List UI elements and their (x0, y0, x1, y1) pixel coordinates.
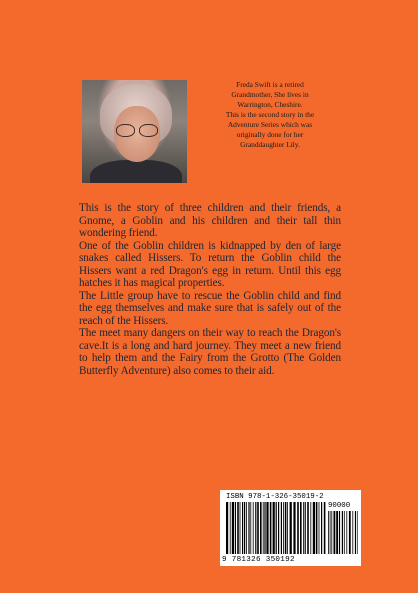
author-bio-line: Freda Swift is a retired (236, 80, 304, 89)
blurb-paragraph: One of the Goblin children is kidnapped by den of large snakes called Hissers. To return the Goblin child the Hissers want a red Dragon's egg in return. Until this egg hatches it has magical properties. (79, 239, 341, 289)
book-blurb (79, 202, 341, 377)
price-addon-label: 90000 (328, 502, 351, 510)
blurb-paragraph: The meet many dangers on their way to reach the Dragon's cave.It is a long and hard journey. They meet a new friend to help them and the Fairy from the Grotto (The Golden Butterfly Adventure) also comes to their aid. (79, 327, 341, 377)
author-photo (82, 80, 187, 183)
blurb-paragraph: This is the story of three children and their friends, a Gnome, a Goblin and his children and their tall thin wondering friend. (79, 202, 341, 239)
isbn-label: ISBN 978-1-326-35019-2 (226, 493, 324, 501)
author-bio-line: Warrington, Cheshire. (237, 100, 303, 109)
blurb-paragraph: The Little group have to rescue the Goblin child and find the egg themselves and make sure that is safely out of the reach of the Hissers. (79, 289, 341, 327)
barcode-bars (226, 502, 326, 554)
author-bio-line: Grandmother, She lives in (231, 90, 309, 99)
barcode-digits: 9 781326 350192 (222, 556, 295, 564)
author-bio-line: Adventure Series which was (227, 120, 313, 129)
price-addon-bars (328, 511, 358, 554)
author-bio-line: This is the second story in the (225, 110, 315, 119)
author-bio-line: originally done for her (236, 130, 304, 139)
isbn-barcode (220, 490, 361, 566)
author-bio-line: Granddaughter Lily. (240, 140, 300, 149)
author-bio (200, 80, 340, 150)
